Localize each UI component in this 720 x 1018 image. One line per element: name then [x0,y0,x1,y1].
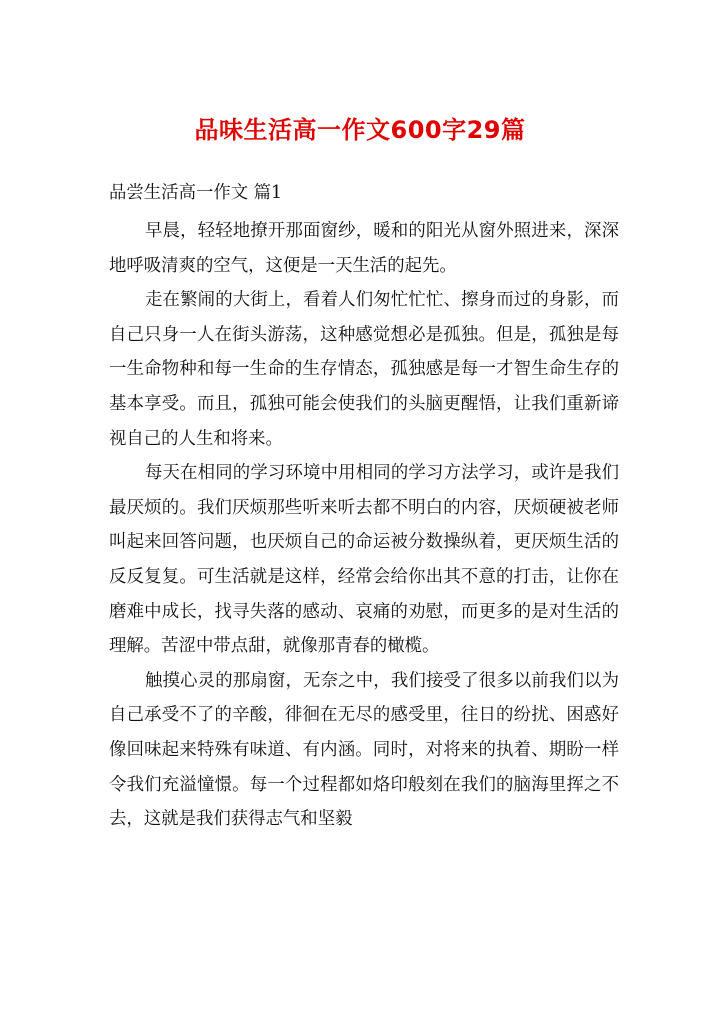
paragraph: 触摸心灵的那扇窗，无奈之中，我们接受了很多以前我们以为自己承受不了的辛酸，徘徊在无尽的感受里，往日的纷扰、困惑好像回味起来特殊有味道、有内涵。同时，对将来的执着、期盼一样令我们充溢憧憬。每一个过程都如烙印般刻在我们的脑海里挥之不去，这就是我们获得志气和坚毅 [109,670,619,830]
paragraph: 每天在相同的学习环境中用相同的学习方法学习，或许是我们最厌烦的。我们厌烦那些听来听去都不明白的内容，厌烦硬被老师叫起来回答问题，也厌烦自己的命运被分数操纵着，更厌烦生活的反反复复。可生活就是这样，经常会给你出其不意的打击，让你在磨难中成长，找寻失落的感动、哀痛的劝慰，而更多的是对生活的理解。苦涩中带点甜，就像那青春的橄榄。 [109,463,619,657]
paragraph: 早晨，轻轻地撩开那面窗纱，暖和的阳光从窗外照进来，深深地呼吸清爽的空气，这便是一天生活的起先。 [109,221,619,276]
document-title: 品味生活高一作文600字29篇 [194,116,526,144]
paragraph: 走在繁闹的大街上，看着人们匆忙忙忙、擦身而过的身影，而自己只身一人在街头游荡，这种感觉想必是孤独。但是，孤独是每一生命物种和每一生命的生存情态，孤独感是每一才智生命生存的基本享受。而且，孤独可能会使我们的头脑更醒悟，让我们重新谛视自己的人生和将来。 [109,290,619,449]
section-heading: 品尝生活高一作文 篇1 [109,183,283,203]
essay-body [109,214,619,837]
